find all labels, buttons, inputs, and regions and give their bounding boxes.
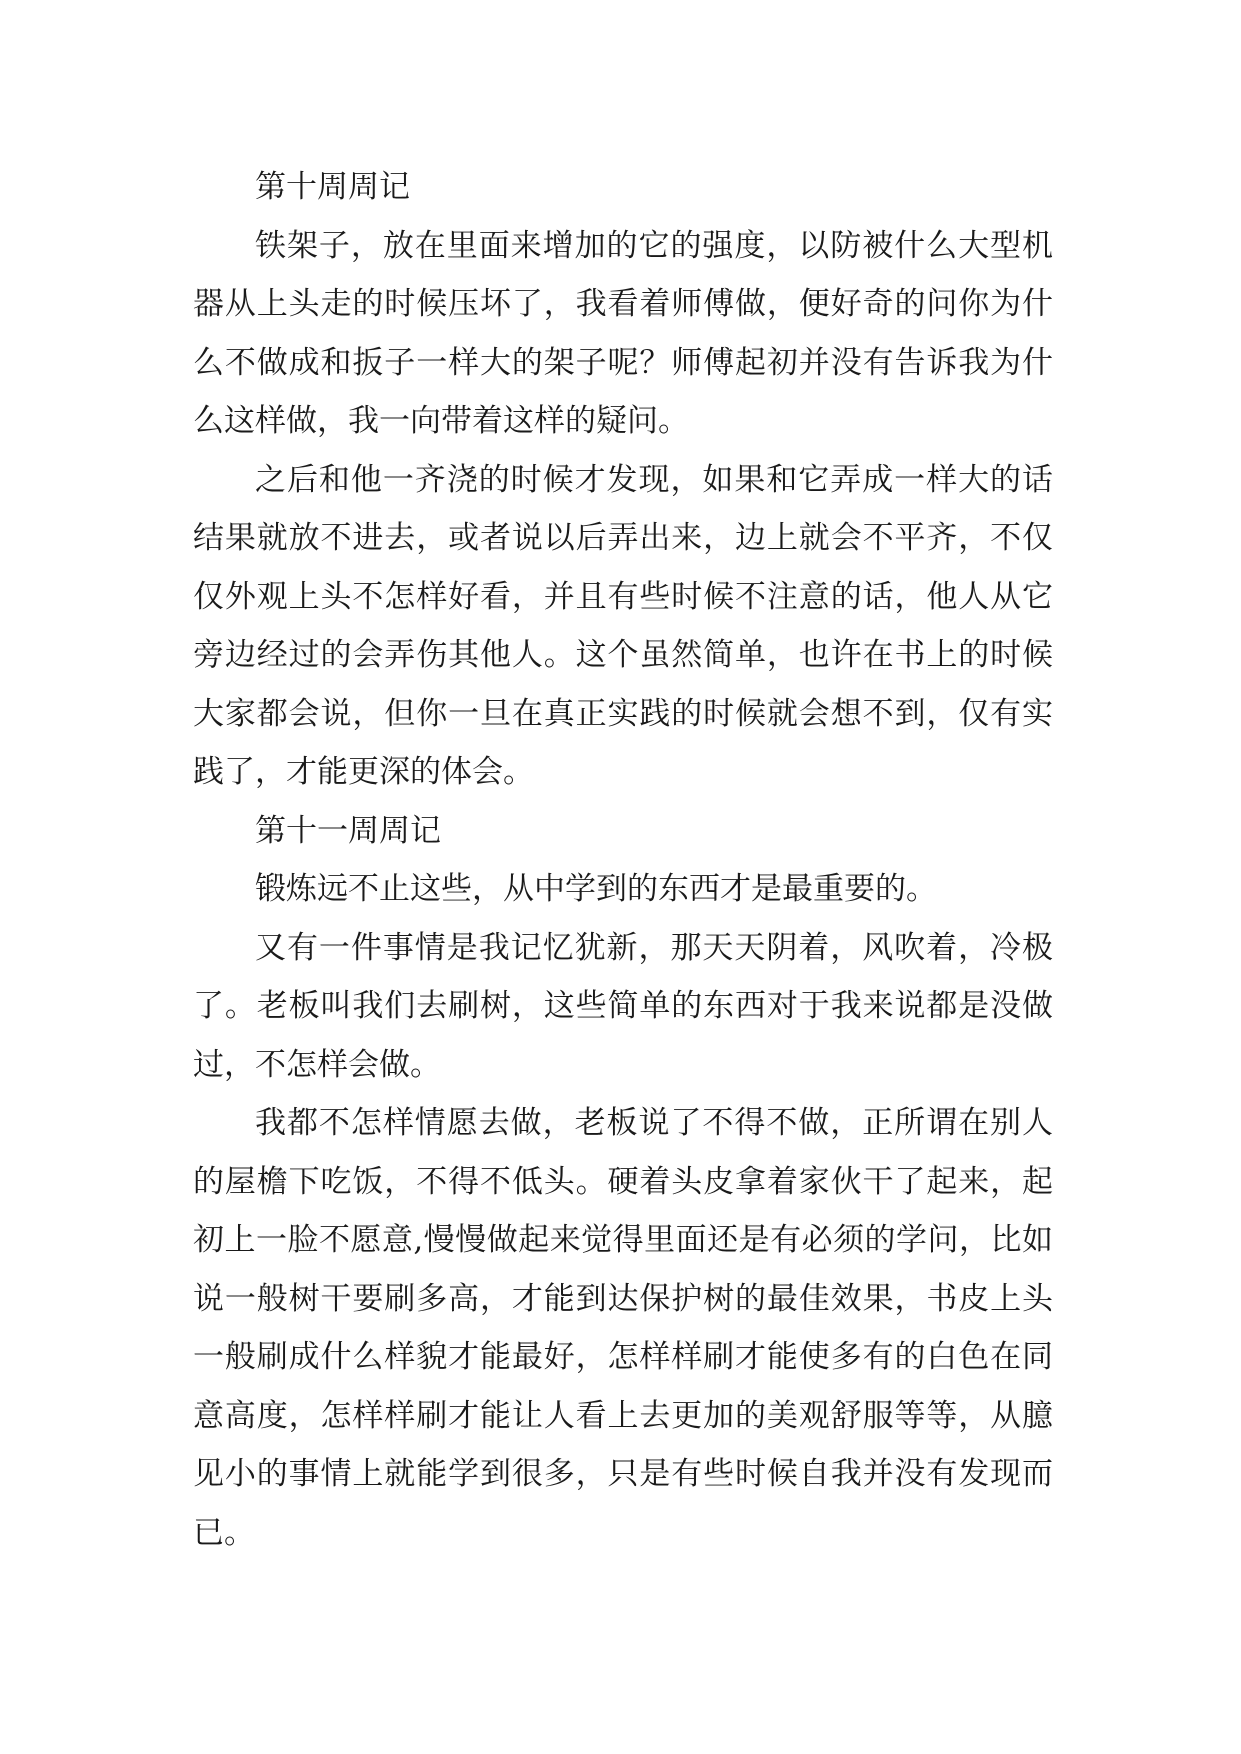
paragraph: 锻炼远不止这些，从中学到的东西才是最重要的。 bbox=[255, 871, 937, 907]
paragraph: 我都不怎样情愿去做，老板说了不得不做，正所谓在别人的屋檐下吃饭，不得不低头。硬着头皮拿着家伙干了起来，起初上一脸不愿意,慢慢做起来觉得里面还是有必须的学问，比如说一般树干要刷多高，才能到达保护树的最佳效果，书皮上头一般刷成什么样貌才能最好，怎样样刷才能使多有的白色在同意高度，怎样样刷才能让人看上去更加的美观舒服等等，从臆见小的事情上就能学到很多，只是有些时候自我并没有发现而已。 bbox=[193, 1105, 1053, 1551]
paragraph: 铁架子，放在里面来增加的它的强度，以防被什么大型机器从上头走的时候压坏了，我看着师傅做，便好奇的问你为什么不做成和扳子一样大的架子呢？师傅起初并没有告诉我为什么这样做，我一向带着这样的疑问。 bbox=[193, 227, 1053, 439]
document-body bbox=[193, 158, 1053, 1562]
paragraph: 之后和他一齐浇的时候才发现，如果和它弄成一样大的话结果就放不进去，或者说以后弄出来，边上就会不平齐，不仅仅外观上头不怎样好看，并且有些时候不注意的话，他人从它旁边经过的会弄伤其他人。这个虽然简单，也许在书上的时候大家都会说，但你一旦在真正实践的时候就会想不到，仅有实践了，才能更深的体会。 bbox=[193, 461, 1053, 790]
section-heading-week-10: 第十周周记 bbox=[255, 169, 410, 205]
section-heading-week-11: 第十一周周记 bbox=[255, 812, 441, 849]
paragraph: 又有一件事情是我记忆犹新，那天天阴着，风吹着，冷极了。老板叫我们去刷树，这些简单的东西对于我来说都是没做过，不怎样会做。 bbox=[193, 929, 1053, 1083]
